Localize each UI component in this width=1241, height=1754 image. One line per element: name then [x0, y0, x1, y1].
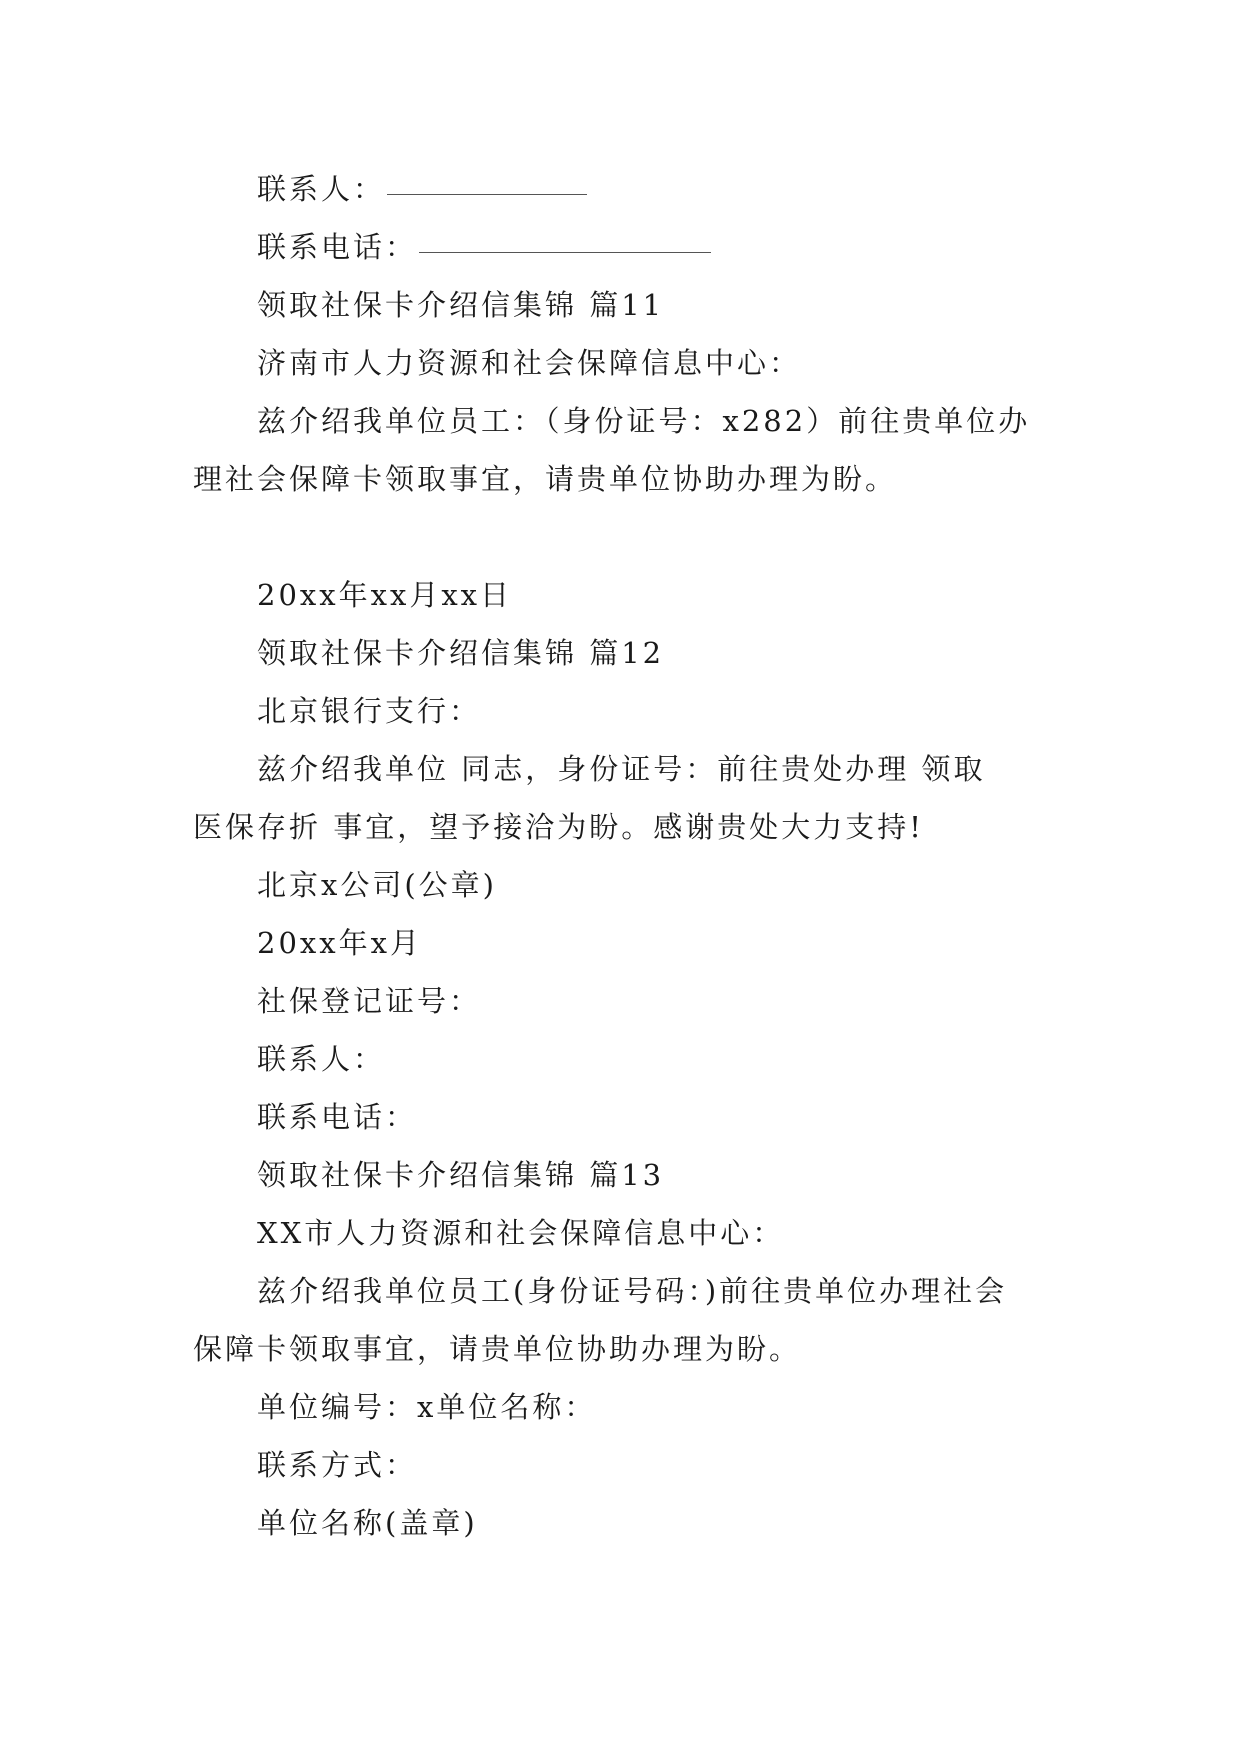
section-13-contact-method: 联系方式： [257, 1448, 418, 1482]
contact-phone-label: 联系电话： [257, 230, 418, 264]
section-12-contact-phone: 联系电话： [257, 1100, 418, 1134]
section-13-heading: 领取社保卡介绍信集锦 篇13 [257, 1158, 665, 1192]
contact-person-label: 联系人： [257, 172, 386, 206]
contact-phone-blank [419, 251, 711, 253]
section-12-date: 20xx年x月 [257, 926, 422, 960]
section-13-unit-seal: 单位名称(盖章) [257, 1506, 478, 1540]
section-13-recipient: XX市人力资源和社会保障信息中心： [257, 1216, 785, 1250]
section-12-heading: 领取社保卡介绍信集锦 篇12 [257, 636, 665, 670]
section-11-recipient: 济南市人力资源和社会保障信息中心： [257, 346, 802, 380]
section-12-registration: 社保登记证号： [257, 984, 482, 1018]
section-12-body-line-2: 医保存折 事宜，望予接洽为盼。感谢贵处大力支持! [193, 810, 924, 844]
section-11-date: 20xx年xx月xx日 [257, 578, 513, 612]
section-11-heading: 领取社保卡介绍信集锦 篇11 [257, 288, 665, 322]
section-12-company: 北京x公司(公章) [257, 868, 497, 902]
document-body [193, 160, 1053, 1552]
section-13-body-line-1: 兹介绍我单位员工(身份证号码：)前往贵单位办理社会 [257, 1274, 1008, 1308]
blank-line [193, 508, 1053, 566]
section-12-recipient: 北京银行支行： [257, 694, 482, 728]
section-11-body-line-1: 兹介绍我单位员工：（身份证号：x282）前往贵单位办 [257, 404, 1031, 438]
section-13-unit-info: 单位编号：x单位名称： [257, 1390, 597, 1424]
contact-person-blank [387, 193, 587, 195]
contact-person-line [193, 160, 1053, 218]
section-13-body-line-2: 保障卡领取事宜，请贵单位协助办理为盼。 [193, 1332, 802, 1366]
section-12-contact-person: 联系人： [257, 1042, 386, 1076]
section-11-body-line-2: 理社会保障卡领取事宜，请贵单位协助办理为盼。 [193, 462, 898, 496]
contact-phone-line [193, 218, 1053, 276]
section-12-body-line-1: 兹介绍我单位 同志，身份证号：前往贵处办理 领取 [257, 752, 986, 786]
